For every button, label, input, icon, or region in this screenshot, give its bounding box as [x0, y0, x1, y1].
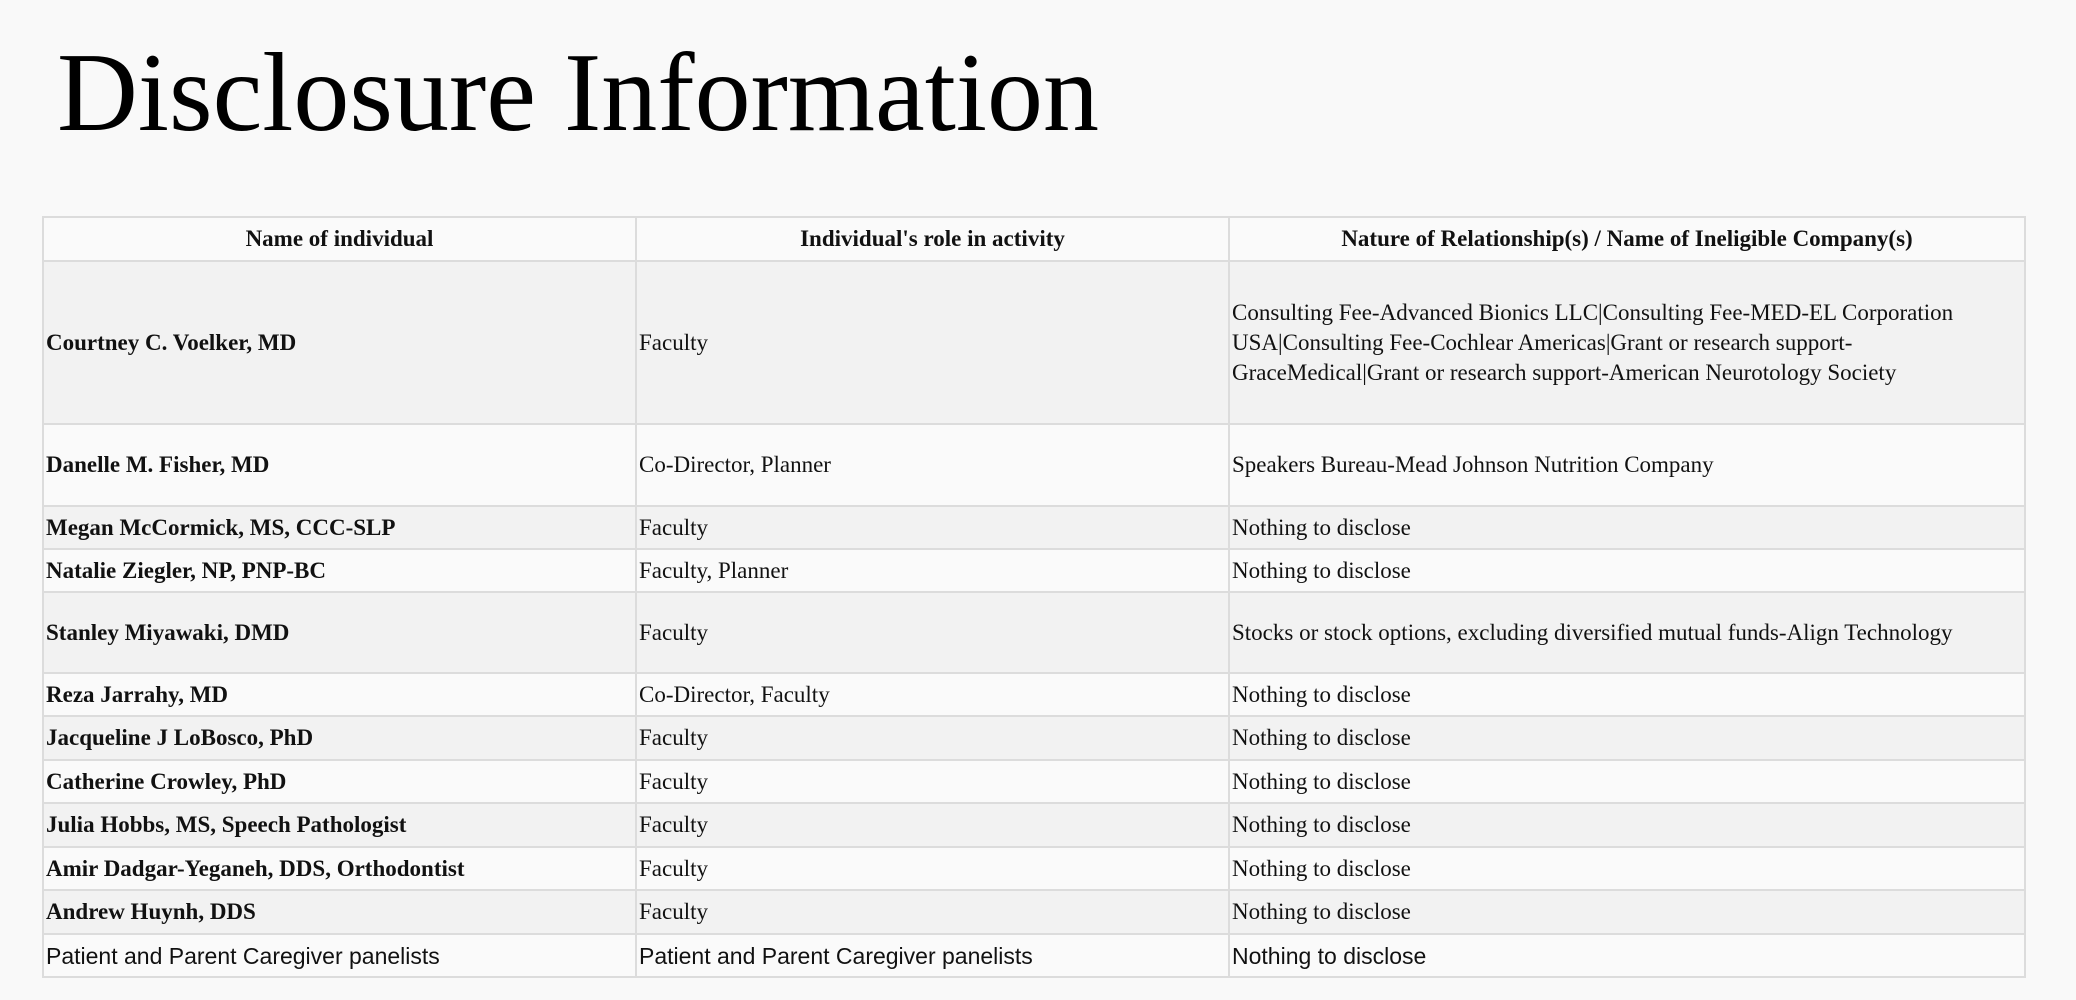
individual-name-cell: Catherine Crowley, PhD — [43, 760, 636, 803]
role-cell: Faculty — [636, 847, 1229, 890]
relationship-cell: Stocks or stock options, excluding diversified mutual funds-Align Technology — [1229, 592, 2025, 673]
individual-name-cell: Danelle M. Fisher, MD — [43, 424, 636, 506]
table-row — [43, 760, 2025, 803]
individual-name-cell: Amir Dadgar-Yeganeh, DDS, Orthodontist — [43, 847, 636, 890]
table-row — [43, 890, 2025, 934]
individual-name-cell: Stanley Miyawaki, DMD — [43, 592, 636, 673]
role-cell: Faculty — [636, 592, 1229, 673]
relationship-cell: Nothing to disclose — [1229, 847, 2025, 890]
role-cell: Faculty — [636, 261, 1229, 424]
individual-name-cell: Natalie Ziegler, NP, PNP-BC — [43, 549, 636, 592]
relationship-cell: Nothing to disclose — [1229, 673, 2025, 716]
relationship-cell: Nothing to disclose — [1229, 716, 2025, 760]
table-row — [43, 803, 2025, 847]
table-row — [43, 847, 2025, 890]
page-title: Disclosure Information — [57, 31, 1099, 155]
relationship-cell: Consulting Fee-Advanced Bionics LLC|Consulting Fee-MED-EL Corporation USA|Consulting Fee-Cochlear Americas|Grant or research support-GraceMedical|Grant or research support-American Neurotology Society — [1229, 261, 2025, 424]
role-cell: Faculty — [636, 803, 1229, 847]
table-row — [43, 424, 2025, 506]
role-cell: Faculty — [636, 890, 1229, 934]
relationship-cell: Nothing to disclose — [1229, 890, 2025, 934]
table-body — [43, 261, 2025, 977]
individual-name-cell: Megan McCormick, MS, CCC-SLP — [43, 506, 636, 549]
table-row — [43, 934, 2025, 977]
table-row — [43, 549, 2025, 592]
disclosure-table — [42, 216, 2026, 978]
header-nature-of-relationship: Nature of Relationship(s) / Name of Ineligible Company(s) — [1229, 217, 2025, 261]
table-row — [43, 673, 2025, 716]
table-row — [43, 716, 2025, 760]
individual-name-cell: Patient and Parent Caregiver panelists — [43, 934, 636, 977]
individual-name-cell: Courtney C. Voelker, MD — [43, 261, 636, 424]
individual-name-cell: Reza Jarrahy, MD — [43, 673, 636, 716]
table-row — [43, 592, 2025, 673]
table-header — [43, 217, 2025, 261]
role-cell: Co-Director, Planner — [636, 424, 1229, 506]
role-cell: Patient and Parent Caregiver panelists — [636, 934, 1229, 977]
role-cell: Co-Director, Faculty — [636, 673, 1229, 716]
header-role-in-activity: Individual's role in activity — [636, 217, 1229, 261]
relationship-cell: Nothing to disclose — [1229, 506, 2025, 549]
role-cell: Faculty, Planner — [636, 549, 1229, 592]
relationship-cell: Nothing to disclose — [1229, 549, 2025, 592]
table-row — [43, 261, 2025, 424]
header-name-of-individual: Name of individual — [43, 217, 636, 261]
table-row — [43, 506, 2025, 549]
relationship-cell: Speakers Bureau-Mead Johnson Nutrition Company — [1229, 424, 2025, 506]
role-cell: Faculty — [636, 506, 1229, 549]
relationship-cell: Nothing to disclose — [1229, 760, 2025, 803]
role-cell: Faculty — [636, 716, 1229, 760]
header-row — [43, 217, 2025, 261]
role-cell: Faculty — [636, 760, 1229, 803]
individual-name-cell: Julia Hobbs, MS, Speech Pathologist — [43, 803, 636, 847]
individual-name-cell: Andrew Huynh, DDS — [43, 890, 636, 934]
individual-name-cell: Jacqueline J LoBosco, PhD — [43, 716, 636, 760]
relationship-cell: Nothing to disclose — [1229, 803, 2025, 847]
relationship-cell: Nothing to disclose — [1229, 934, 2025, 977]
